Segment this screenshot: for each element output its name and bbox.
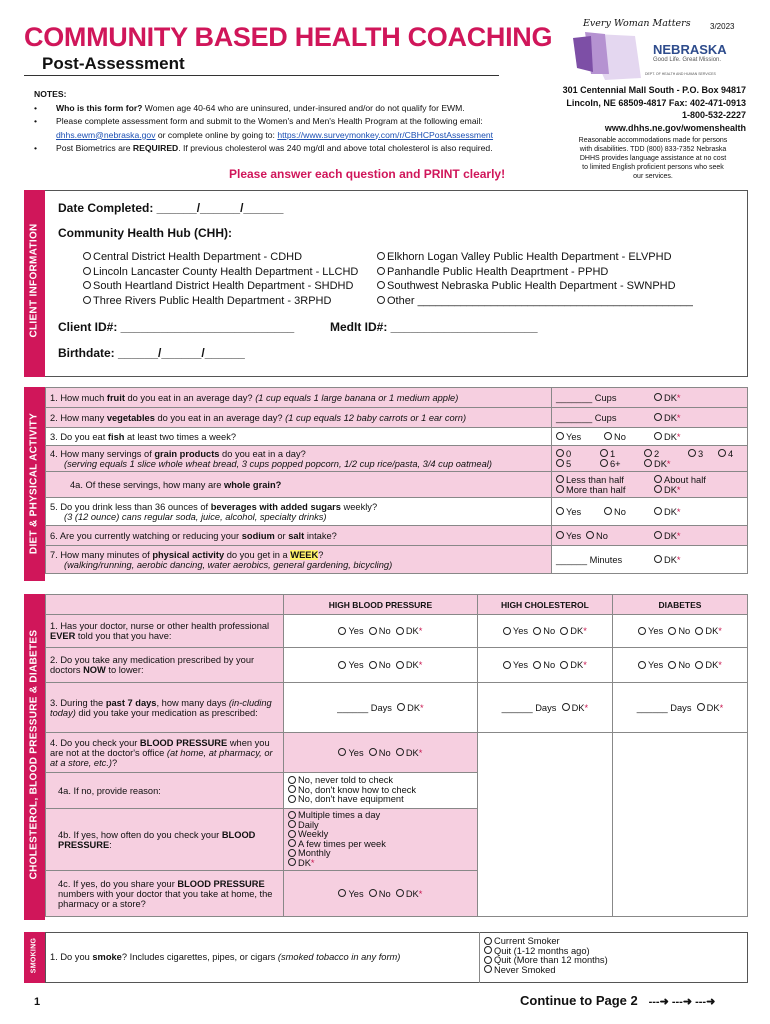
birthdate-field[interactable]: Birthdate: ______/______/______ (58, 346, 245, 360)
dk-option[interactable]: DK* (654, 393, 681, 403)
chol-row: 4a. If no, provide reason: No, never told to check No, don't know how to check No, don't have equipment (46, 773, 748, 809)
chol-table (45, 594, 748, 917)
page-number: 1 (34, 996, 41, 1008)
note-submit: • Please complete assessment form and submit to the Women's and Men's Health Program at the following email: dhhs.ewm@nebraska.gov or complete online by going to: https://www.surveymonkey.com/r/CBHCPostAssessment (34, 115, 534, 142)
state-map-icon (565, 28, 645, 83)
hub-option[interactable]: Elkhorn Logan Valley Public Health Department - ELVPHD (377, 251, 693, 266)
continue-text: Continue to Page 2 ---➜ ---➜ ---➜ (520, 993, 716, 1008)
dk-option[interactable]: DK* (654, 413, 681, 423)
arrow-right-icon: ---➜ ---➜ ---➜ (648, 996, 716, 1008)
hub-option[interactable]: Three Rivers Public Health Department - 3RPHD (83, 295, 358, 310)
logo-script-text: Every Woman Matters (583, 18, 691, 29)
form-title: COMMUNITY BASED HEALTH COACHING (24, 22, 553, 52)
notes-label: NOTES: (34, 89, 67, 99)
diet-row: 4. How many servings of grain products do you eat in a day? (serving equals 1 slice whole wheat bread, 3 cups popped popcorn, 1/2 cup rice/pasta, 3/4 cup oatmeal) 0 1 2 3 4 5 6+ DK* (46, 446, 748, 472)
smoking-sidebar: SMOKING (24, 932, 45, 983)
col-high-cholesterol: HIGH CHOLESTEROL (477, 595, 612, 615)
hub-option[interactable]: Lincoln Lancaster County Health Department - LLCHD (83, 266, 358, 281)
logo-tagline: Good Life. Great Mission. (653, 57, 722, 63)
diet-row: 5. Do you drink less than 36 ounces of beverages with added sugars weekly? (3 (12 ounce) cans regular soda, juice, alcohol, specialty drinks) Yes No DK* (46, 498, 748, 526)
version-date: 3/2023 (710, 22, 735, 31)
hub-option[interactable]: South Heartland District Health Department - SHDHD (83, 280, 358, 295)
no-option[interactable]: No (604, 432, 654, 442)
note-biometrics: • Post Biometrics are REQUIRED. If previous cholesterol was 240 mg/dl and above total cholesterol is also required. (34, 142, 534, 156)
logo-dept: DEPT. OF HEALTH AND HUMAN SERVICES (645, 72, 716, 76)
chol-header-row (46, 595, 748, 615)
radio-icon (377, 296, 385, 304)
diet-row: 6. Are you currently watching or reducing your sodium or salt intake? Yes No DK* (46, 526, 748, 546)
hub-option[interactable]: Central District Health Department - CDHD (83, 251, 358, 266)
survey-link[interactable]: https://www.surveymonkey.com/r/CBHCPostAssessment (277, 129, 494, 140)
smoke-option[interactable]: Quit (1-12 months ago) (484, 947, 619, 957)
note-who: • Who is this form for? Women age 40-64 who are uninsured, under-insured and/or do not qualify for EWM. (34, 102, 534, 116)
diet-row: 7. How many minutes of physical activity do you get in a WEEK? (walking/running, aerobic dancing, water aerobics, general gardening, bicycling) ______ Minutes DK* (46, 546, 748, 574)
diet-row: 3. Do you eat fish at least two times a week? Yes No DK* (46, 428, 748, 446)
radio-icon (377, 267, 385, 275)
chol-row: 1. Has your doctor, nurse or other health professional EVER told you that you have: Yes No DK* Yes No DK* Yes No DK* (46, 615, 748, 648)
diet-table (45, 387, 748, 574)
smoking-options (479, 932, 619, 983)
nebraska-dhhs-logo (565, 16, 750, 84)
smoke-option[interactable]: Never Smoked (484, 966, 619, 976)
form-subtitle: Post-Assessment (42, 54, 185, 73)
radio-icon (83, 267, 91, 275)
chol-row: 3. During the past 7 days, how many days (in-cluding today) did you take your medication as prescribed: ______ Days DK* ______ Days DK* ______ Days DK* (46, 683, 748, 733)
diet-row: 2. How many vegetables do you eat in an average day? (1 cup equals 12 baby carrots or 1 ear corn) _______ Cups DK* (46, 408, 748, 428)
accommodation-note: Reasonable accommodations made for persons with disabilities. TDD (800) 833-7352 Nebraska DHHS provides language assistance at no cost to limited English proficient persons who seek our services. (578, 137, 728, 180)
diet-row: 4a. Of these servings, how many are whole grain? Less than half About half More than half DK* (46, 472, 748, 498)
radio-icon (83, 296, 91, 304)
print-instruction: Please answer each question and PRINT clearly! (229, 167, 506, 181)
hub-option[interactable]: Panhandle Public Health Deaprtment - PPHD (377, 266, 693, 281)
hub-label: Community Health Hub (CHH): (58, 226, 232, 240)
hub-options-right (377, 251, 693, 309)
hub-option[interactable]: Southwest Nebraska Public Health Department - SWNPHD (377, 280, 693, 295)
chol-row: 4c. If yes, do you share your BLOOD PRESSURE numbers with your doctor that you take at home, the pharmacy or a store? Yes No DK* (46, 871, 748, 917)
logo-state-text: NEBRASKA (653, 42, 727, 57)
hub-option-other[interactable]: Other _____________________________________________ (377, 295, 693, 310)
chol-sidebar: CHOLESTEROL, BLOOD PRESSURE & DIABETES (24, 594, 45, 920)
radio-icon (83, 281, 91, 289)
smoke-option[interactable]: Quit (More than 12 months) (484, 956, 619, 966)
hub-options-left (83, 251, 358, 309)
smoke-option[interactable]: Current Smoker (484, 937, 619, 947)
yes-option[interactable]: Yes (556, 432, 604, 442)
header-rule (24, 75, 499, 76)
diet-sidebar: DIET & PHYSICAL ACTIVITY (24, 387, 45, 581)
client-id-field[interactable]: Client ID#: __________________________ (58, 320, 295, 334)
radio-icon (377, 252, 385, 260)
chol-row: 4. Do you check your BLOOD PRESSURE when you are not at the doctor's office (at home, at pharmacy, or at a store, etc.)? Yes No DK* (46, 733, 748, 773)
col-high-blood-pressure: HIGH BLOOD PRESSURE (284, 595, 478, 615)
col-diabetes: DIABETES (612, 595, 747, 615)
email-link[interactable]: dhhs.ewm@nebraska.gov (56, 129, 156, 140)
dk-option[interactable]: DK* (654, 432, 681, 442)
chol-row: 4b. If yes, how often do you check your BLOOD PRESSURE: Multiple times a day Daily Weekly A few times per week Monthly DK* (46, 809, 748, 871)
radio-icon (377, 281, 385, 289)
date-completed-field[interactable]: Date Completed: ______/______/______ (58, 201, 284, 215)
client-info-sidebar: CLIENT INFORMATION (24, 190, 45, 377)
notes-section (34, 88, 534, 156)
chol-row: 2. Do you take any medication prescribed by your doctors NOW to lower: Yes No DK* Yes No DK* Yes No DK* (46, 648, 748, 683)
radio-icon (83, 252, 91, 260)
diet-row: 1. How much fruit do you eat in an average day? (1 cup equals 1 large banana or 1 medium apple) _______ Cups DK* (46, 388, 748, 408)
agency-address: 301 Centennial Mall South - P.O. Box 94817 Lincoln, NE 68509-4817 Fax: 402-471-0913 1-800-532-2227 www.dhhs.ne.gov/womenshealth (562, 85, 746, 133)
smoking-question: 1. Do you smoke? Includes cigarettes, pipes, or cigars (smoked tobacco in any form) (50, 952, 401, 962)
medit-id-field[interactable]: MedIt ID#: ______________________ (330, 320, 538, 334)
